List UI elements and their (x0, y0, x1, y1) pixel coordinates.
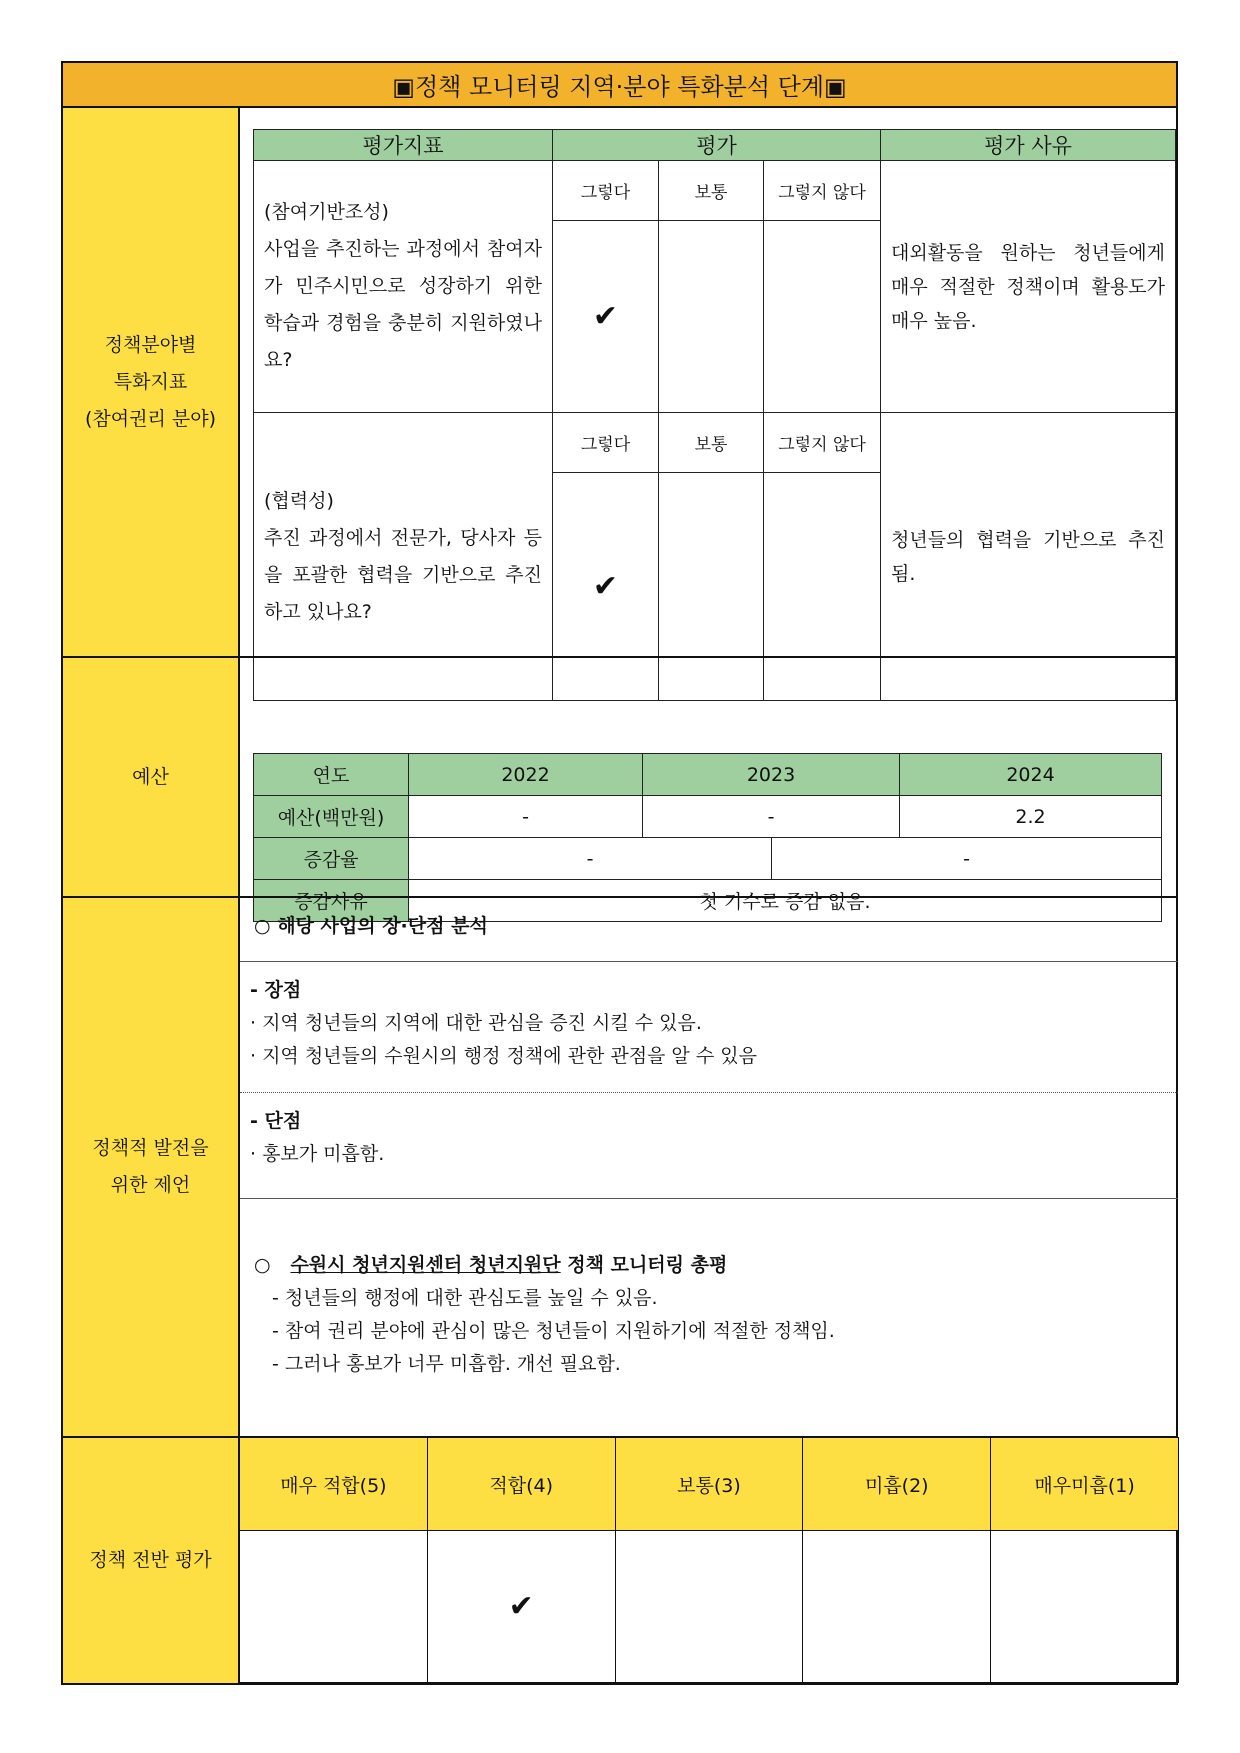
indicator-category: (협력성) (264, 489, 334, 512)
option-neutral-label: 보통 (659, 413, 764, 473)
check-icon: ✔ (592, 299, 619, 335)
grade-average: 보통(3) (615, 1438, 803, 1531)
side-line: 예산 (132, 765, 169, 788)
evaluation-reason: 청년들의 협력을 기반으로 추진됨. (881, 413, 1176, 701)
summary-title-rest: 정책 모니터링 총평 (567, 1254, 728, 1276)
evaluation-reason: 대외활동을 원하는 청년들에게 매우 적절한 정책이며 활용도가 매우 높음. (881, 161, 1176, 413)
grade-cell[interactable] (427, 1531, 615, 1683)
header-evaluation: 평가 (553, 130, 881, 161)
header-reason: 평가 사유 (881, 130, 1176, 161)
grade-very-suitable: 매우 적합(5) (240, 1438, 428, 1531)
cons-title: - 단점 (250, 1110, 302, 1132)
side-line: 특화지표 (113, 370, 188, 393)
budget-2023: - (643, 796, 900, 838)
header-indicator: 평가지표 (254, 130, 553, 161)
indicator-question-text: 추진 과정에서 전문가, 당사자 등을 포괄한 협력을 기반으로 추진하고 있나요? (264, 526, 542, 623)
side-label-proposal (63, 898, 240, 1436)
pros-item: · 지역 청년들의 지역에 대한 관심을 증진 시킬 수 있음. (250, 1012, 702, 1034)
rate-2023: - (409, 838, 772, 880)
option-yes-label: 그렇다 (553, 161, 659, 221)
grade-cell[interactable] (803, 1531, 991, 1683)
summary-item: - 그러나 홍보가 너무 미흡함. 개선 필요함. (272, 1353, 621, 1375)
cons-item: · 홍보가 미흡함. (250, 1143, 385, 1165)
indicator-question-text: 사업을 추진하는 과정에서 참여자가 민주시민으로 성장하기 위한 학습과 경험을 충분히 지원하였나요? (264, 238, 542, 372)
option-neutral-cell[interactable] (659, 221, 764, 413)
pros-block (240, 962, 1178, 1093)
grade-insufficient: 미흡(2) (803, 1438, 991, 1531)
form-title: ▣정책 모니터링 지역·분야 특화분석 단계▣ (63, 63, 1176, 108)
side-label-specialized-indicator (63, 108, 240, 656)
year-2023: 2023 (643, 754, 900, 796)
side-line: 정책분야별 (104, 333, 197, 356)
indicator-question (254, 161, 553, 413)
cons-block (240, 1093, 1178, 1199)
side-line: 정책적 발전을 (92, 1137, 209, 1159)
summary-bullet: ○ (254, 1254, 271, 1276)
option-no-label: 그렇지 않다 (764, 161, 881, 221)
option-no-cell[interactable] (764, 473, 881, 701)
option-neutral-label: 보통 (659, 161, 764, 221)
change-reason-value: 첫 기수로 증감 없음. (409, 880, 1162, 922)
summary-block (240, 1199, 1178, 1436)
option-no-cell[interactable] (764, 221, 881, 413)
summary-item: - 참여 권리 분야에 관심이 많은 청년들이 지원하기에 적절한 정책임. (272, 1320, 835, 1342)
option-yes-cell[interactable] (553, 221, 659, 413)
change-reason-label: 증감사유 (254, 880, 409, 922)
proposal-area (240, 898, 1178, 1436)
summary-title (254, 1249, 1164, 1282)
budget-label: 예산(백만원) (254, 796, 409, 838)
grade-cell[interactable] (991, 1531, 1179, 1683)
overall-grade-table (239, 1437, 1179, 1683)
summary-item: - 청년들의 행정에 대한 관심도를 높일 수 있음. (272, 1287, 658, 1309)
evaluation-table (253, 129, 1176, 701)
side-line: 위한 제언 (110, 1174, 191, 1196)
pros-title: - 장점 (250, 979, 302, 1001)
analysis-title: ○ 해당 사업의 장·단점 분석 (254, 915, 488, 937)
summary-title-underlined: 수원시 청년지원센터 청년지원단 (290, 1254, 561, 1276)
side-label-overall (63, 1438, 240, 1683)
pros-item: · 지역 청년들의 수원시의 행정 정책에 관한 관점을 알 수 있음 (250, 1045, 757, 1067)
option-yes-label: 그렇다 (553, 413, 659, 473)
rate-label: 증감율 (254, 838, 409, 880)
budget-2024: 2.2 (900, 796, 1162, 838)
side-label-budget (63, 658, 240, 896)
indicator-category: (참여기반조성) (264, 201, 389, 224)
check-icon: ✔ (592, 569, 619, 605)
budget-2022: - (409, 796, 643, 838)
grade-cell[interactable] (615, 1531, 803, 1683)
rate-2024: - (772, 838, 1162, 880)
year-2022: 2022 (409, 754, 643, 796)
grade-suitable: 적합(4) (427, 1438, 615, 1531)
analysis-heading-row (240, 898, 1178, 962)
year-label: 연도 (254, 754, 409, 796)
option-neutral-cell[interactable] (659, 473, 764, 701)
grade-very-insufficient: 매우미흡(1) (991, 1438, 1179, 1531)
grade-cell[interactable] (240, 1531, 428, 1683)
option-yes-cell[interactable] (553, 473, 659, 701)
side-line: 정책 전반 평가 (89, 1549, 212, 1571)
side-line: (참여권리 분야) (85, 407, 216, 430)
policy-monitoring-form (61, 61, 1178, 1685)
year-2024: 2024 (900, 754, 1162, 796)
option-no-label: 그렇지 않다 (764, 413, 881, 473)
check-icon: ✔ (508, 1589, 534, 1624)
